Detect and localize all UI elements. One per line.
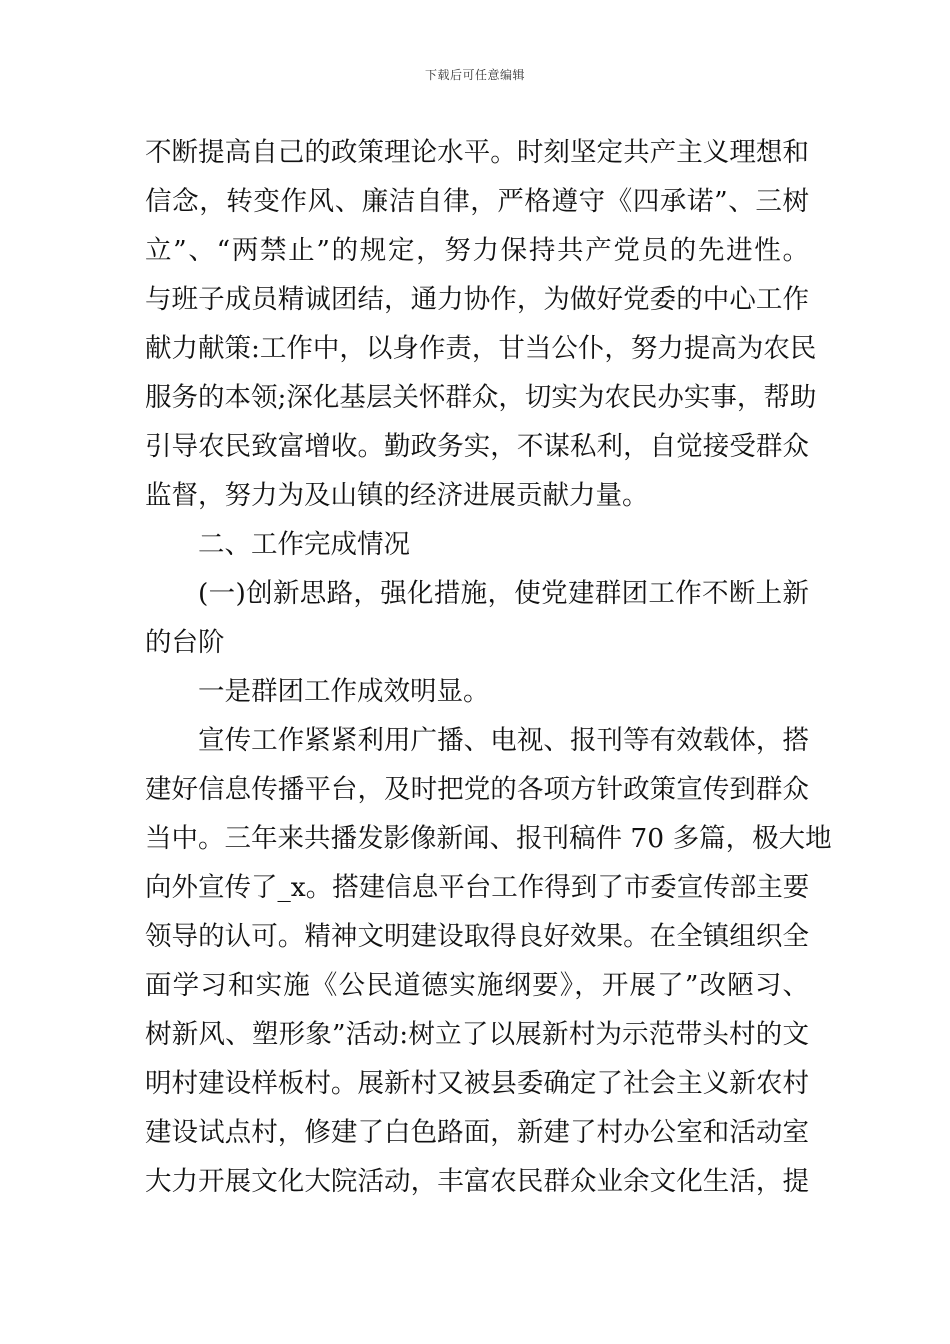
text-line: 大力开展文化大院活动，丰富农民群众业余文化生活，提 <box>145 1166 809 1197</box>
text-line: 的台阶 <box>145 627 225 658</box>
text-line: 引导农民致富增收。勤政务实，不谋私利，自觉接受群众 <box>145 431 809 462</box>
text-line: 与班子成员精诚团结，通力协作，为做好党委的中心工作 <box>145 284 809 315</box>
page-header: 下载后可任意编辑 <box>424 68 525 82</box>
text-line: 树新风、塑形象”活动:树立了以展新村为示范带头村的文 <box>145 1019 809 1050</box>
text-line: 服务的本领;深化基层关怀群众，切实为农民办实事，帮助 <box>145 382 817 413</box>
text-line: 面学习和实施《公民道德实施纲要》，开展了”改陋习、 <box>145 970 809 1001</box>
text-line: 献力献策:工作中，以身作责，甘当公仆，努力提高为农民 <box>145 333 817 364</box>
document-body <box>145 128 832 1206</box>
text-line: 当中。三年来共播发影像新闻、报刊稿件 70 多篇，极大地 <box>145 823 832 854</box>
text-line: 明村建设样板村。展新村又被县委确定了社会主义新农村 <box>145 1068 809 1099</box>
subsection-heading: (一)创新思路，强化措施，使党建群团工作不断上新 <box>198 578 809 609</box>
text-line: 一是群团工作成效明显。 <box>198 676 490 707</box>
text-line: 监督，努力为及山镇的经济进展贡献力量。 <box>145 480 649 511</box>
text-line: 信念，转变作风、廉洁自律，严格遵守《四承诺”、三树 <box>145 186 809 217</box>
text-line: 领导的认可。精神文明建设取得良好效果。在全镇组织全 <box>145 921 809 952</box>
text-line: 建设试点村，修建了白色路面，新建了村办公室和活动室 <box>145 1117 809 1148</box>
text-line: 立”、“两禁止”的规定，努力保持共产党员的先进性。 <box>145 235 809 266</box>
text-line: 不断提高自己的政策理论水平。时刻坚定共产主义理想和 <box>145 137 809 168</box>
text-line: 向外宣传了_x。搭建信息平台工作得到了市委宣传部主要 <box>145 872 810 903</box>
text-line: 宣传工作紧紧利用广播、电视、报刊等有效载体，搭 <box>198 725 809 756</box>
section-heading: 二、工作完成情况 <box>198 529 410 560</box>
text-line: 建好信息传播平台，及时把党的各项方针政策宣传到群众 <box>145 774 809 805</box>
